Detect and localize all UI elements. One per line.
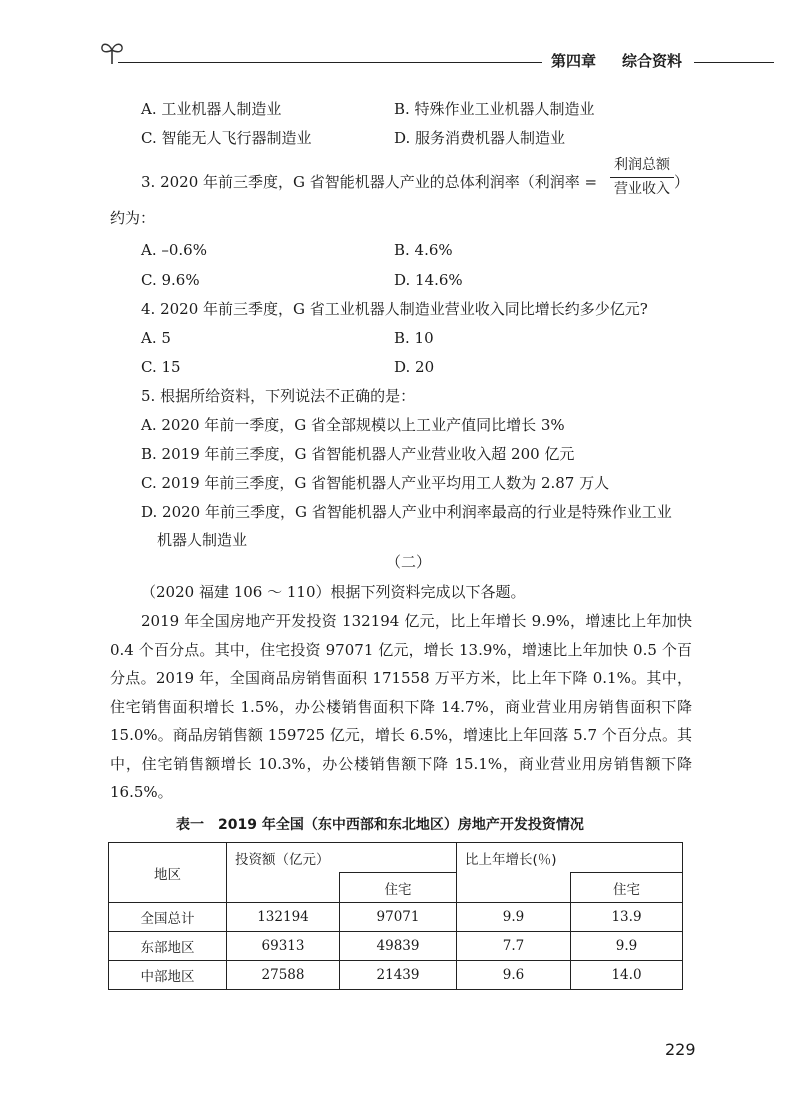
cell-housing: 49839 [340, 932, 457, 961]
cell-investment: 69313 [227, 932, 340, 961]
table-row [109, 932, 683, 961]
q3-fraction-denominator: 营业收入 [614, 181, 670, 197]
q3-option-c: C. 9.6% [141, 271, 200, 289]
section-paragraph [110, 607, 692, 807]
header-rule-right [694, 62, 774, 63]
table-title: 表一 2019 年全国（东中西部和东北地区）房地产开发投资情况 [176, 817, 584, 833]
cell-region: 东部地区 [109, 932, 227, 961]
q4-option-a: A. 5 [141, 329, 171, 347]
cell-growth: 9.6 [457, 961, 571, 990]
cell-housing-growth: 9.9 [571, 932, 683, 961]
q3-fraction-numerator: 利润总额 [614, 157, 670, 173]
q5-option-d-line1: D. 2020 年前三季度，G 省智能机器人产业中利润率最高的行业是特殊作业工业 [141, 503, 672, 521]
cell-growth: 7.7 [457, 932, 571, 961]
cell-growth: 9.9 [457, 903, 571, 932]
cell-housing-growth: 13.9 [571, 903, 683, 932]
table-row [109, 903, 683, 932]
q5-option-c: C. 2019 年前三季度，G 省智能机器人产业平均用工人数为 2.87 万人 [141, 474, 610, 492]
header-rule-left [118, 62, 542, 63]
header-region: 地区 [109, 843, 227, 903]
q3-fraction-bar [610, 177, 674, 178]
header-chapter: 第四章 [551, 52, 597, 70]
header-section: 综合资料 [622, 52, 683, 70]
cell-housing-growth: 14.0 [571, 961, 683, 990]
q4-option-c: C. 15 [141, 358, 181, 376]
q5-option-a: A. 2020 年前一季度，G 省全部规模以上工业产值同比增长 3% [141, 416, 565, 434]
q5-stem: 5. 根据所给资料，下列说法不正确的是： [141, 387, 416, 405]
cell-region: 全国总计 [109, 903, 227, 932]
cell-region: 中部地区 [109, 961, 227, 990]
page-number: 229 [665, 1040, 696, 1059]
section-paragraph-text: 2019 年全国房地产开发投资 132194 亿元，比上年增长 9.9%，增速比上年加快 0.4 个百分点。其中，住宅投资 97071 亿元，增长 13.9%，增速比上年加快 0.5 个百分点。2019 年，全国商品房销售面积 171558 万平方米，比上年下降 0.1%。其中，住宅销售面积增长 1.5%，办公楼销售面积下降 14.7%，商业营业用房销售面积下降 15.0%。商品房销售额 159725 亿元，增长 6.5%，增速比上年回落 5.7 个百分点。其中，住宅销售额增长 10.3%，办公楼销售额下降 15.1%，商业营业用房销售额下降 16.5%。 [110, 612, 692, 801]
q2-option-b: B. 特殊作业工业机器人制造业 [394, 100, 595, 118]
q4-option-b: B. 10 [394, 329, 434, 347]
q5-option-b: B. 2019 年前三季度，G 省智能机器人产业营业收入超 200 亿元 [141, 445, 575, 463]
section-heading: （二） [386, 553, 432, 571]
q3-option-b: B. 4.6% [394, 241, 453, 259]
q2-option-c: C. 智能无人飞行器制造业 [141, 129, 312, 147]
header-housing-invest: 住宅 [340, 873, 457, 903]
q3-option-d: D. 14.6% [394, 271, 463, 289]
q3-stem: 3. 2020 年前三季度，G 省智能机器人产业的总体利润率（利润率 = [141, 173, 598, 191]
q3-option-a: A. –0.6% [141, 241, 207, 259]
table-row [109, 961, 683, 990]
cell-investment: 132194 [227, 903, 340, 932]
q4-option-d: D. 20 [394, 358, 435, 376]
cell-investment: 27588 [227, 961, 340, 990]
q5-option-d-line2: 机器人制造业 [157, 531, 248, 549]
header-growth: 比上年增长(％) [457, 843, 683, 873]
cell-housing: 21439 [340, 961, 457, 990]
q4-stem: 4. 2020 年前三季度，G 省工业机器人制造业营业收入同比增长约多少亿元? [141, 300, 648, 318]
q2-option-a: A. 工业机器人制造业 [141, 100, 282, 118]
cell-housing: 97071 [340, 903, 457, 932]
section-intro: （2020 福建 106 ～ 110）根据下列资料完成以下各题。 [141, 583, 526, 601]
header-housing-growth: 住宅 [571, 873, 683, 903]
q3-stem-cont: 约为： [110, 209, 156, 227]
q2-option-d: D. 服务消费机器人制造业 [394, 129, 566, 147]
header-investment: 投资额（亿元） [227, 843, 457, 873]
investment-table [108, 842, 683, 990]
q3-close-paren: ） [674, 173, 690, 191]
